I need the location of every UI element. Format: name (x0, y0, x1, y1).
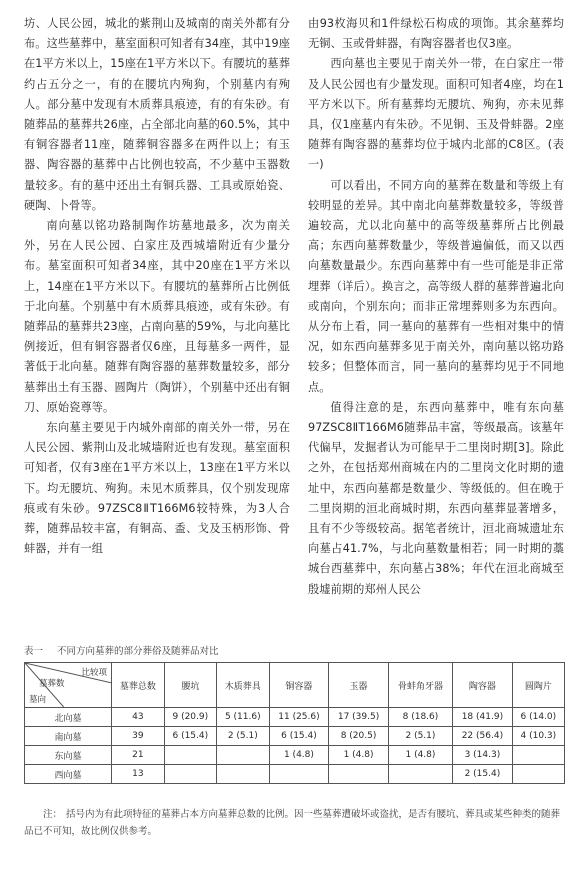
table-cell (216, 746, 269, 765)
table-cell: 6 (15.4) (164, 727, 216, 746)
note-label: 注： (43, 809, 63, 820)
note-text: 括号内为有此项特征的墓葬占本方向墓葬总数的比例。因一些墓葬遭破坏或盗扰，是否有腰坑、葬具或某些种类的随葬品已不可知，故比例仅供参考。 (24, 809, 561, 837)
table-cell (269, 765, 329, 784)
table-cell: 22 (56.4) (453, 727, 513, 746)
table-cell: 1 (4.8) (269, 746, 329, 765)
table-cell: 8 (20.5) (329, 727, 389, 746)
table-cell: 2 (5.1) (388, 727, 452, 746)
paragraph: 坊、人民公园，城北的紫荆山及城南的南关外都有分布。这些墓葬中，墓室面积可知者有34座，其中19座在1平方米以上，15座在1平方米以下。有腰坑的墓葬约占五分之一，有的在腰坑内殉狗，个别墓内有殉人。部分墓中发现有木质葬具痕迹，有的有朱砂。有随葬品的墓葬共26座，占全部北向墓的60.5%，其中有铜容器者11座，随葬铜容器多在两件以上；有玉器、陶容器的墓葬中占比例也较高，不少墓中玉器数量较多。有的墓中还出土有铜兵器、工具或原始瓷、硬陶、卜骨等。 (24, 17, 290, 212)
row-label: 南向墓 (25, 727, 112, 746)
table-cell: 2 (5.1) (216, 727, 269, 746)
column-header: 玉器 (329, 663, 389, 708)
column-header: 木质葬具 (216, 663, 269, 708)
table-row (25, 746, 565, 765)
table-title: 不同方向墓葬的部分葬俗及随葬品对比 (57, 646, 219, 657)
table-cell: 1 (4.8) (388, 746, 452, 765)
row-label: 东向墓 (25, 746, 112, 765)
table-cell: 9 (20.9) (164, 708, 216, 727)
corner-label-items: 比较项 (81, 668, 107, 678)
paragraph: 西向墓也主要见于南关外一带，在白家庄一带及人民公园也有少量发现。面积可知者4座，均在1平方米以下。所有墓葬均无腰坑、殉狗，亦未见葬具，仅1座墓内有朱砂。不见铜、玉及骨蚌器。2座随葬有陶容器的墓葬均位于城内北部的C8区。(表一) (308, 57, 564, 172)
paragraph: 值得注意的是，东西向墓葬中，唯有东向墓97ZSC8ⅡT166M6随葬品丰富，等级最高。该墓年代偏早，发掘者认为可能早于二里岗时期[3]。除此之外，在包括郑州商城在内的二里岗文化时期的遗址中，东西向墓都是数量少、等级低的。但在晚于二里岗期的洹北商城时期，东西向墓葬显著增多，且有不少等级较高。据笔者统计，洹北商城遗址东向墓占41.7%，与北向墓数量相若；同一时期的藁城台西墓葬中，东向墓占38%；年代在洹北商城至殷墟前期的郑州人民公 (308, 400, 564, 596)
table-cell (216, 765, 269, 784)
row-label: 西向墓 (25, 765, 112, 784)
table-cell: 6 (14.0) (512, 708, 564, 727)
table-cell: 1 (4.8) (329, 746, 389, 765)
paragraph: 东向墓主要见于内城外南部的南关外一带，另在人民公园、紫荆山及北城墙附近也有发现。墓室面积可知者，仅有3座在1平方米以上，13座在1平方米以下。均无腰坑、殉狗。未见木质葬具，仅个别发现席痕或有朱砂。97ZSC8ⅡT166M6较特殊，为3人合葬，随葬品较丰富，有铜高、盉、戈及玉柄形饰、骨蚌器，并有一组 (24, 421, 290, 556)
paragraph: 可以看出，不同方向的墓葬在数量和等级上有较明显的差异。其中南北向墓葬数量较多，等级普遍较高，尤以北向墓中的高等级墓葬所占比例最高；东西向墓葬数量少，等级普遍偏低，而又以西向墓数量最少。东西向墓葬中有一些可能是非正常埋葬（详后）。换言之，高等级人群的墓葬普遍北向或南向，个别东向；而非正常埋葬则多为东西向。从分布上看，同一墓向的墓葬有一些相对集中的情况，如东西向墓葬多见于南关外，南向墓以铭功路较多；但整体而言，同一墓向的墓葬均见于不同地点。 (308, 178, 564, 394)
corner-label-count: 墓葬数 (39, 679, 65, 689)
column-header: 铜容器 (269, 663, 329, 708)
table-cell: 43 (112, 708, 165, 727)
table-cell (164, 746, 216, 765)
column-header: 圆陶片 (512, 663, 564, 708)
diagonal-header-cell (25, 663, 112, 708)
table-cell: 6 (15.4) (269, 727, 329, 746)
table-header-row (25, 663, 565, 708)
column-header: 腰坑 (164, 663, 216, 708)
table-cell: 11 (25.6) (269, 708, 329, 727)
corner-label-direction: 墓向 (29, 695, 47, 705)
table-cell: 17 (39.5) (329, 708, 389, 727)
table-number: 表一 (24, 646, 44, 657)
table-cell (388, 765, 452, 784)
table-note (24, 806, 565, 840)
table-cell: 3 (14.3) (453, 746, 513, 765)
table-cell: 8 (18.6) (388, 708, 452, 727)
table-cell: 5 (11.6) (216, 708, 269, 727)
table-row (25, 708, 565, 727)
table-cell: 2 (15.4) (453, 765, 513, 784)
table-row (25, 765, 565, 784)
column-header: 陶容器 (453, 663, 513, 708)
table-cell (164, 765, 216, 784)
row-label: 北向墓 (25, 708, 112, 727)
table-caption (24, 643, 219, 657)
right-text-column (308, 14, 564, 600)
table-cell: 39 (112, 727, 165, 746)
table-cell: 13 (112, 765, 165, 784)
comparison-table (24, 662, 565, 784)
table-cell: 18 (41.9) (453, 708, 513, 727)
table-cell (329, 765, 389, 784)
paragraph: 南向墓以铭功路制陶作坊墓地最多，次为南关外，另在人民公园、白家庄及西城墙附近有少量分布。墓室面积可知者34座，其中20座在1平方米以上，14座在1平方米以下。有腰坑的墓葬所占比例低于北向墓。个别墓中有木质葬具痕迹，或有朱砂。有随葬品的墓葬共23座，占南向墓的59%，与北向墓比例接近，但有铜容器者仅6座，且每墓多一两件，显著低于北向墓。随葬有陶容器的墓葬数量较多，部分墓葬出土有玉器、圆陶片（陶饼），个别墓中还出有铜刀、原始瓷尊等。 (24, 219, 290, 414)
table-cell: 4 (10.3) (512, 727, 564, 746)
table-row (25, 727, 565, 746)
table-cell (512, 746, 564, 765)
left-text-column (24, 14, 290, 559)
table-cell (512, 765, 564, 784)
column-header: 骨蚌角牙器 (388, 663, 452, 708)
column-header: 墓葬总数 (112, 663, 165, 708)
paragraph: 由93枚海贝和1件绿松石构成的项饰。其余墓葬均无铜、玉或骨蚌器，有陶容器者也仅3座。 (308, 17, 564, 51)
table-cell: 21 (112, 746, 165, 765)
